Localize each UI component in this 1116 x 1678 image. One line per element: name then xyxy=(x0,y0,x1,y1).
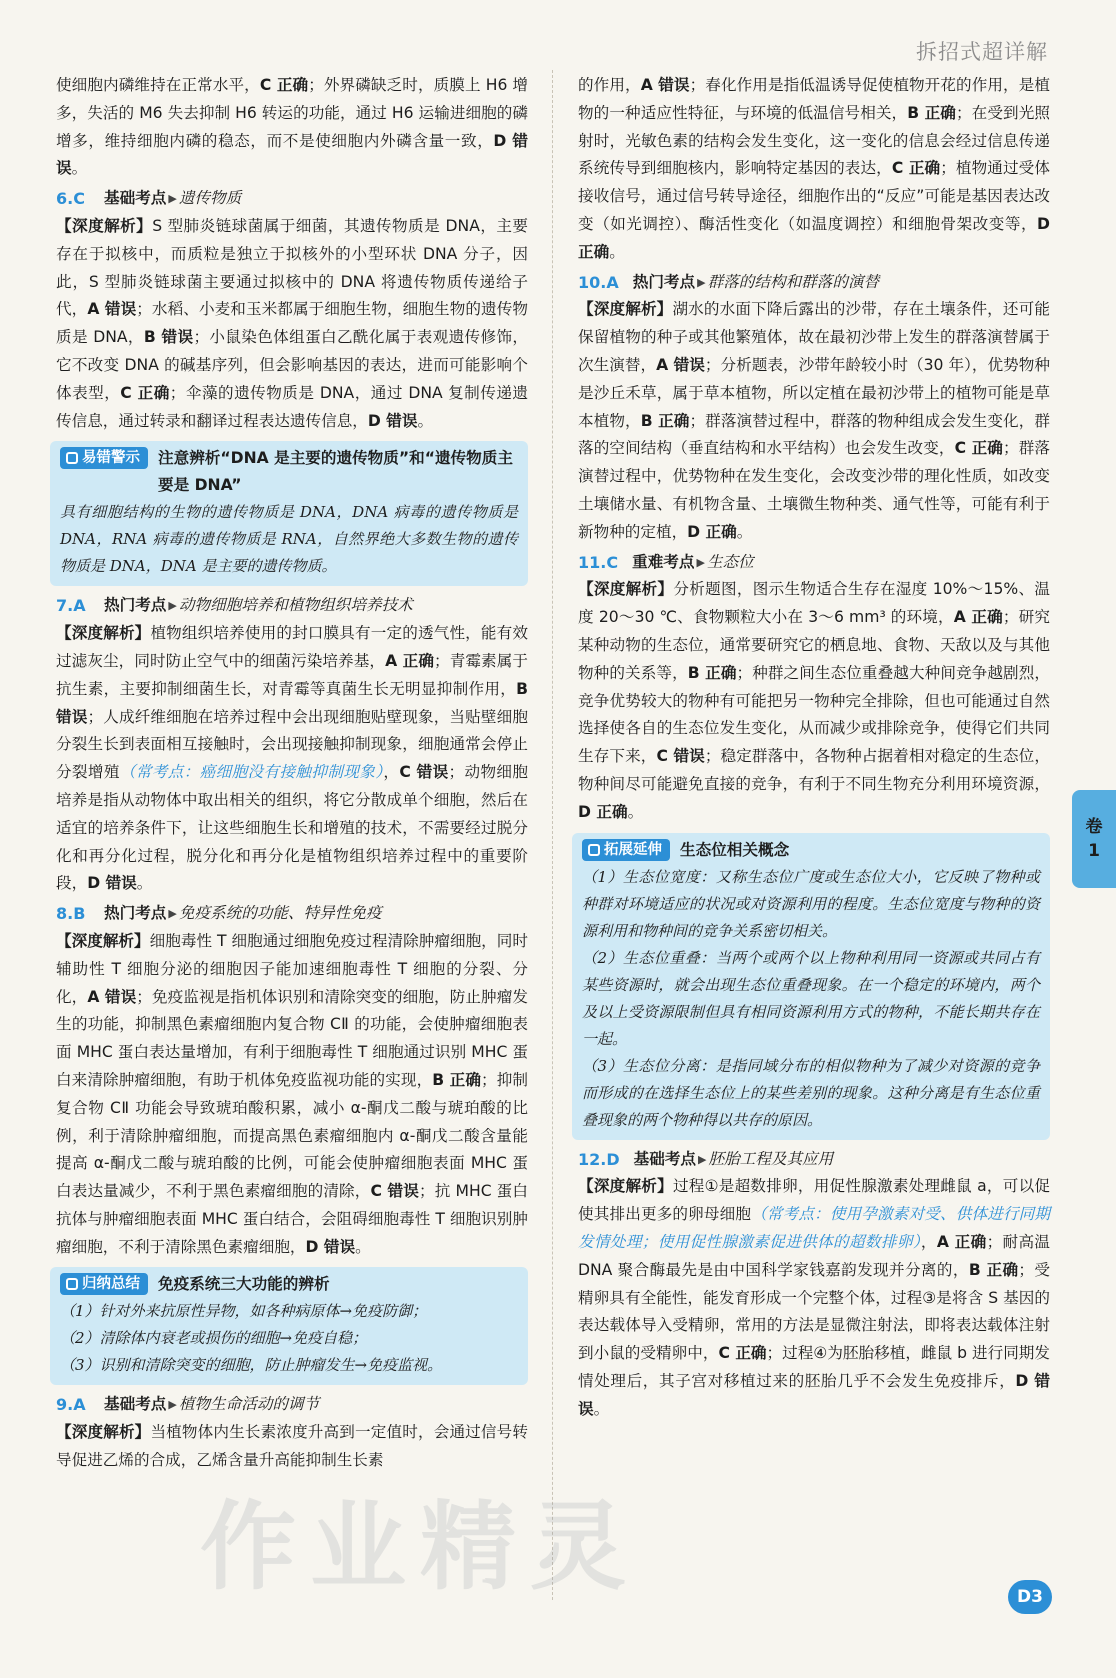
question-11-header xyxy=(578,549,1050,577)
tip-box-header xyxy=(582,837,1040,864)
question-number: 12.D xyxy=(578,1149,620,1169)
question-topic: 植物生命活动的调节 xyxy=(178,1395,320,1414)
text-segment: 过程①是超数排卵，用促性腺激素处理雌鼠 a，可以促使其排出更多的卵母细胞 xyxy=(578,1177,1050,1224)
text-segment: ；受精卵具有全能性，能发育形成一个完整个体，过程③是将含 S 基因的表达载体导入受精卵，常用的方法是显微注射法，即将表达载体注射到小鼠的受精卵中， xyxy=(578,1260,1050,1363)
note-icon xyxy=(588,844,600,856)
common-point-note: （常考点：使用孕激素对受、供体进行同期发情处理；使用促性腺激素促进供体的超数排卵） xyxy=(578,1205,1050,1251)
question-8-header xyxy=(56,900,528,928)
question-tag: 热门考点 xyxy=(104,904,167,923)
question-topic: 动物细胞培养和植物组织培养技术 xyxy=(178,596,413,615)
question-number: 8.B xyxy=(56,904,86,924)
question-number: 7.A xyxy=(56,596,86,616)
text-segment: 。 xyxy=(71,159,88,178)
left-intro xyxy=(56,72,528,183)
question-11 xyxy=(578,549,1050,827)
answer-verdict: D 错误 xyxy=(56,131,528,178)
right-intro xyxy=(578,72,1050,267)
question-9 xyxy=(56,1391,528,1474)
question-tag: 热门考点 xyxy=(632,272,696,291)
triangle-icon: ▶ xyxy=(168,1398,177,1412)
text-segment: ；分析题表，沙带年龄较小时（30 年），优势物种是沙丘禾草，属于草本植物，所以定植在最初沙带上的植物可能是草本植物， xyxy=(578,355,1050,430)
question-12-analysis xyxy=(578,1173,1050,1423)
text-segment: 。 xyxy=(609,242,625,261)
tip-badge xyxy=(60,1273,148,1295)
tip-title: 免疫系统三大功能的辨析 xyxy=(158,1275,330,1294)
text-segment: S 型肺炎链球菌属于细菌，其遗传物质是 DNA，主要存在于拟核中，而质粒是独立于拟核外的小型环状 DNA 分子，因此，S 型肺炎链球菌主要通过拟核中的 DNA 将遗传物质传递给子代， xyxy=(56,216,528,319)
question-number: 6.C xyxy=(56,189,85,209)
analysis-text xyxy=(56,217,528,430)
triangle-icon: ▶ xyxy=(168,192,177,206)
triangle-icon: ▶ xyxy=(168,907,177,921)
question-8 xyxy=(56,900,528,1261)
text-segment: ；种群之间生态位重叠越大种间竞争越剧烈，竞争优势较大的物种有可能把另一物种完全排除，但也可能通过自然选择使各自的生态位发生变化，从而减少或排除竞争，使得它们共同生存下来， xyxy=(578,663,1050,766)
text-segment: ；青霉素属于抗生素，主要抑制细菌生长，对青霉等真菌生长无明显抑制作用， xyxy=(56,651,528,698)
tip-line: （3）生态位分离：是指同域分布的相似物种为了减少对资源的竞争而形成的在选择生态位上的某些差别的现象。这种分离是有生态位重叠现象的两个物种得以共存的原因。 xyxy=(582,1056,1040,1129)
text-segment: ；群落演替过程中，优势物种在发生变化，会改变沙带的理化性质，如改变土壤储水量、有机物含量、土壤微生物种类、通气性等，可能有利于新物种的定植， xyxy=(578,439,1050,541)
right-column xyxy=(578,72,1050,1423)
answer-verdict: D 正确 xyxy=(578,802,628,821)
question-topic: 免疫系统的功能、特异性免疫 xyxy=(178,904,382,923)
question-8-analysis xyxy=(56,928,528,1262)
text-segment: 分析题图，图示生物适合生存在湿度 10%～15%、温度 20～30 ℃、食物颗粒大小在 3～6 mm³ 的环境， xyxy=(578,580,1050,627)
analysis-text xyxy=(578,1177,1050,1417)
question-12 xyxy=(578,1146,1050,1424)
text-segment: 。 xyxy=(355,1237,371,1256)
question-topic: 胚胎工程及其应用 xyxy=(708,1149,834,1168)
question-tag: 重难考点 xyxy=(632,552,695,571)
triangle-icon: ▶ xyxy=(698,1152,707,1166)
tip-line: 具有细胞结构的生物的遗传物质是 DNA，DNA 病毒的遗传物质是 DNA，RNA 病毒的遗传物质是 RNA，自然界绝大多数生物的遗传物质是 DNA，DNA 是主要的遗传物质。 xyxy=(60,503,518,576)
text-segment: ；外界磷缺乏时，质膜上 H6 增多，失活的 M6 失去抑制 H6 转运的功能，通过 H6 运输进细胞的磷增多，维持细胞内磷的稳态，而不是使细胞内外磷含量一致， xyxy=(56,76,529,150)
badge-label: 拓展延伸 xyxy=(604,841,662,858)
deep-analysis-label: 【深度解析】 xyxy=(578,580,674,599)
text-segment: ；研究某种动物的生态位，通常要研究它的栖息地、食物、天敌以及与其他物种的关系等， xyxy=(578,608,1050,682)
answer-verdict: A 错误 xyxy=(656,355,705,374)
tip-line: （3）识别和清除突变的细胞，防止肿瘤发生→免疫监视。 xyxy=(60,1356,443,1375)
note-icon xyxy=(66,1278,78,1290)
text-segment: ；动物细胞培养是指从动物体中取出相关的组织，将它分散成单个细胞，然后在适宜的培养条件下，让这些细胞生长和增殖的技术，不需要经过脱分化和再分化过程，脱分化和再分化是植物组织培养过程中的重要阶段， xyxy=(56,763,528,893)
analysis-text xyxy=(56,932,528,1256)
analysis-text xyxy=(578,580,1050,820)
tip-line: （1）针对外来抗原性异物，如各种病原体→免疫防御； xyxy=(60,1302,428,1321)
volume-tab-label: 卷 xyxy=(1085,817,1103,837)
text-segment: ；抗 MHC 蛋白抗体与肿瘤细胞表面 MHC 蛋白结合，会阻碍细胞毒性 T 细胞识别肿瘤细胞，不利于清除黑色素瘤细胞， xyxy=(56,1182,528,1256)
text-segment: ；人成纤维细胞在培养过程中会出现细胞贴壁现象，当贴壁细胞分裂生长到表面相互接触时，会出现接触抑制现象，细胞通常会停止分裂增殖 xyxy=(56,707,528,782)
text-segment: ；植物通过受体接收信号，通过信号转导途径，细胞作出的“反应”可能是基因表达改变（如光调控）、酶活性变化（如温度调控）和细胞骨架改变等， xyxy=(578,159,1050,233)
watermark: 作业精灵 xyxy=(200,1491,640,1603)
text-segment: 湖水的水面下降后露出的沙带，存在土壤条件，还可能保留植物的种子或其他繁殖体，故在最初沙带上发生的群落演替属于次生演替， xyxy=(578,300,1050,374)
question-6-header xyxy=(56,185,528,213)
tip-badge xyxy=(60,447,148,469)
answer-verdict: B 正确 xyxy=(687,663,737,682)
text-segment: ；小鼠染色体组蛋白乙酰化属于表观遗传修饰，它不改变 DNA 的碱基序列，但会影响基因的表达，进而可能影响个体表型， xyxy=(56,328,528,402)
answer-verdict: B 错误 xyxy=(56,679,528,726)
deep-analysis-label: 【深度解析】 xyxy=(578,300,673,319)
text-segment: ；过程④为胚胎移植，雌鼠 b 进行同期发情处理后，其子宫对移植过来的胚胎几乎不会发生免疫排斥， xyxy=(578,1344,1050,1390)
question-number: 11.C xyxy=(578,552,619,572)
question-number: 9.A xyxy=(56,1395,86,1415)
volume-tab-number: 1 xyxy=(1088,841,1100,861)
text-segment: ；耐高温 DNA 聚合酶最先是由中国科学家钱嘉韵发现并分离的， xyxy=(578,1232,1050,1279)
answer-verdict: C 正确 xyxy=(259,76,309,94)
text-segment: 的作用， xyxy=(578,76,641,94)
answer-verdict: A 正确 xyxy=(953,608,1003,627)
answer-verdict: A 正确 xyxy=(385,651,435,670)
text-segment: ， xyxy=(920,1232,937,1251)
text-segment: 细胞毒性 T 细胞通过细胞免疫过程清除肿瘤细胞，同时辅助性 T 细胞分泌的细胞因子能加速细胞毒性 T 细胞的分裂、分化， xyxy=(56,931,528,1006)
text-segment: ；在受到光照射时，光敏色素的结构会发生变化，这一变化的信息会经过信息传递系统传导到细胞核内，影响特定基因的表达， xyxy=(578,103,1050,178)
question-number: 10.A xyxy=(578,272,619,292)
tip-box-header xyxy=(60,1271,518,1298)
text-segment: 使细胞内磷维持在正常水平， xyxy=(56,76,260,94)
text-segment: 。 xyxy=(417,411,434,430)
tip-box-header xyxy=(60,445,518,499)
question-9-analysis xyxy=(56,1419,528,1475)
answer-verdict: B 正确 xyxy=(907,103,956,122)
answer-verdict: C 正确 xyxy=(718,1344,767,1363)
tip-line: （1）生态位宽度：又称生态位广度或生态位大小，它反映了物种或种群对环境适应的状况或对资源利用的程度。生态位宽度与物种的资源利用和物种间的竞争关系密切相关。 xyxy=(582,867,1040,940)
question-10-header xyxy=(578,269,1050,297)
tip-body xyxy=(582,864,1040,1134)
answer-verdict: D 错误 xyxy=(367,411,418,430)
question-9-header xyxy=(56,1391,528,1419)
left-column xyxy=(56,72,528,1475)
tip-box-extension xyxy=(572,833,1050,1140)
analysis-text xyxy=(578,300,1050,540)
answer-verdict: A 正确 xyxy=(936,1232,987,1251)
answer-verdict: C 错误 xyxy=(370,1182,419,1201)
answer-verdict: D 错误 xyxy=(578,1371,1050,1418)
text-segment: ；伞藻的遗传物质是 DNA，通过 DNA 复制传递遗传信息，通过转录和翻译过程表达遗传信息， xyxy=(56,383,528,430)
triangle-icon: ▶ xyxy=(696,555,705,569)
text-segment: ；群落演替过程中，群落的物种组成会发生变化，群落的空间结构（垂直结构和水平结构）也会发生改变， xyxy=(578,411,1050,458)
answer-verdict: B 正确 xyxy=(432,1070,482,1089)
answer-verdict: A 错误 xyxy=(640,76,690,94)
header-title: 拆招式超详解 xyxy=(916,40,1048,64)
answer-verdict: D 错误 xyxy=(87,874,137,893)
answer-verdict: B 正确 xyxy=(968,1260,1019,1279)
question-6-analysis xyxy=(56,213,528,435)
text-segment: ， xyxy=(383,763,400,782)
question-tag: 热门考点 xyxy=(104,596,167,615)
answer-verdict: C 错误 xyxy=(656,747,705,766)
question-tag: 基础考点 xyxy=(104,1395,167,1414)
question-tag: 基础考点 xyxy=(104,189,167,208)
text-segment: 。 xyxy=(593,1399,610,1418)
triangle-icon: ▶ xyxy=(697,275,706,289)
answer-verdict: B 正确 xyxy=(640,411,690,430)
column-divider xyxy=(552,70,553,1600)
note-icon xyxy=(66,452,78,464)
tip-box-summary xyxy=(50,1267,528,1385)
tip-box-error-warning xyxy=(50,441,528,586)
text-segment: ；抑制复合物 CⅡ 功能会导致琥珀酸积累，减小 α-酮戊二酸与琥珀酸的比例，利于清除肿瘤细胞，而提高黑色素瘤细胞内 α-酮戊二酸含量能提高 α-酮戊二酸与琥珀酸的比例，可能会使肿瘤细胞表面 MHC 蛋白表达量减少，不利于黑色素瘤细胞的清除， xyxy=(56,1070,528,1201)
question-7 xyxy=(56,592,528,898)
tip-body xyxy=(60,1298,518,1379)
triangle-icon: ▶ xyxy=(168,599,177,613)
text-segment: 。 xyxy=(627,802,644,821)
question-7-analysis xyxy=(56,620,528,898)
question-11-analysis xyxy=(578,576,1050,826)
question-10 xyxy=(578,269,1050,547)
tip-badge xyxy=(582,839,670,861)
tip-body xyxy=(60,499,518,580)
deep-analysis-label: 【深度解析】 xyxy=(56,216,153,235)
volume-tab xyxy=(1072,790,1116,888)
tip-line: （2）生态位重叠：当两个或两个以上物种利用同一资源或共同占有某些资源时，就会出现生态位重叠现象。在一个稳定的环境内，两个及以上受资源限制但具有相同资源利用方式的物种，不能长期共存在一起。 xyxy=(582,948,1040,1048)
deep-analysis-label: 【深度解析】 xyxy=(56,1423,151,1442)
answer-verdict: A 错误 xyxy=(87,300,137,319)
text-segment: ；稳定群落中，各物种占据着相对稳定的生态位，物种间尽可能避免直接的竞争，有利于不同生物充分利用环境资源， xyxy=(578,747,1050,793)
analysis-text xyxy=(56,624,528,892)
answer-verdict: C 正确 xyxy=(120,383,170,402)
common-point-note: （常考点：癌细胞没有接触抑制现象） xyxy=(119,763,384,782)
text-segment: ；免疫监视是指机体识别和清除突变的细胞，防止肿瘤发生的功能，抑制黑色素瘤细胞内复合物 CⅡ 的功能，会使肿瘤细胞表面 MHC 蛋白表达量增加，有利于细胞毒性 T 细胞通过识别 MHC 蛋白来清除肿瘤细胞，有助于机体免疫监视功能的实现， xyxy=(56,987,528,1089)
text-segment: 当植物体内生长素浓度升高到一定值时，会通过信号转导促进乙烯的合成，乙烯含量升高能抑制生长素 xyxy=(56,1423,528,1470)
tip-line: （2）清除体内衰老或损伤的细胞→免疫自稳； xyxy=(60,1329,368,1348)
answer-verdict: C 错误 xyxy=(399,763,449,782)
question-topic: 生态位 xyxy=(706,552,754,571)
question-topic: 遗传物质 xyxy=(178,189,242,208)
text-segment: ；春化作用是指低温诱导促使植物开花的作用，是植物的一种适应性特征，与环境的低温信号相关， xyxy=(578,76,1050,122)
text-segment: 植物组织培养使用的封口膜具有一定的透气性，能有效过滤灰尘，同时防止空气中的细菌污染培养基， xyxy=(56,624,528,670)
answer-verdict: D 正确 xyxy=(578,214,1050,261)
question-topic: 群落的结构和群落的演替 xyxy=(707,272,880,291)
tip-title: 注意辨析“DNA 是主要的遗传物质”和“遗传物质主要是 DNA” xyxy=(158,449,513,495)
answer-verdict: D 错误 xyxy=(305,1237,356,1256)
text-segment: 。 xyxy=(736,522,753,541)
question-tag: 基础考点 xyxy=(633,1149,697,1168)
badge-label: 易错警示 xyxy=(82,450,140,467)
deep-analysis-label: 【深度解析】 xyxy=(56,624,151,643)
text-segment: ；水稻、小麦和玉米都属于细胞生物，细胞生物的遗传物质是 DNA， xyxy=(56,300,528,347)
answer-verdict: B 错误 xyxy=(143,328,194,347)
page-number: D3 xyxy=(1008,1580,1052,1614)
deep-analysis-label: 【深度解析】 xyxy=(578,1177,673,1196)
question-10-analysis xyxy=(578,296,1050,546)
question-12-header xyxy=(578,1146,1050,1174)
answer-verdict: C 正确 xyxy=(954,439,1003,458)
answer-verdict: D 正确 xyxy=(687,522,737,541)
badge-label: 归纳总结 xyxy=(82,1276,140,1293)
question-6 xyxy=(56,185,528,435)
answer-verdict: C 正确 xyxy=(891,159,941,178)
text-segment: 。 xyxy=(136,874,153,893)
tip-title: 生态位相关概念 xyxy=(680,840,790,859)
question-7-header xyxy=(56,592,528,620)
answer-verdict: A 错误 xyxy=(87,987,137,1006)
deep-analysis-label: 【深度解析】 xyxy=(56,931,150,950)
